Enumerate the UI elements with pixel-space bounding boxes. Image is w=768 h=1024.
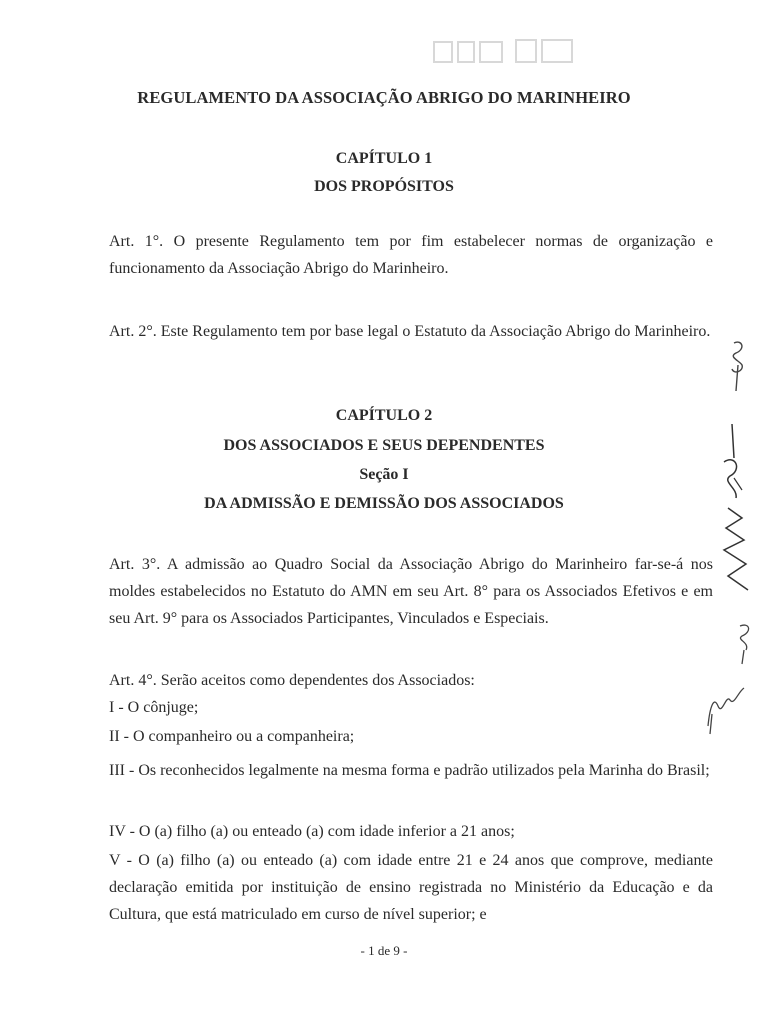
document-title: REGULAMENTO DA ASSOCIAÇÃO ABRIGO DO MARINHEIRO — [137, 88, 631, 107]
chapter-2-subtitle: DOS ASSOCIADOS E SEUS DEPENDENTES — [223, 437, 545, 454]
chapter-1-label: CAPÍTULO 1 — [335, 150, 433, 167]
list-item: I - O cônjuge; — [109, 699, 199, 716]
section-title: DA ADMISSÃO E DEMISSÃO DOS ASSOCIADOS — [204, 495, 564, 512]
article-3: Art. 3°. A admissão ao Quadro Social da Associação Abrigo do Marinheiro far-se-á nos moldes estabelecidos no Estatuto do AMN em seu Art. 8° para os Associados Efetivos e em seu Art. 9° para os Associados Participantes, Vinculados e Especiais. — [109, 556, 713, 627]
page-number: - 1 de 9 - — [360, 943, 408, 958]
margin-initial-mark — [730, 618, 760, 668]
section-label: Seção I — [359, 466, 409, 483]
list-item: V - O (a) filho (a) ou enteado (a) com idade entre 21 e 24 anos que comprove, mediante declaração emitida por instituição de ensino registrada no Ministério da Educação e da Cultura, que está matriculado em curso de nível superior; e — [109, 852, 713, 923]
article-4-intro: Art. 4°. Serão aceitos como dependentes dos Associados: — [109, 672, 475, 689]
margin-signature-mark — [712, 418, 760, 598]
stamp-mark — [430, 36, 580, 70]
list-item: II - O companheiro ou a companheira; — [109, 728, 355, 745]
margin-initial-mark — [700, 676, 750, 736]
list-item: III - Os reconhecidos legalmente na mesma forma e padrão utilizados pela Marinha do Brasil; — [109, 762, 710, 779]
article-2: Art. 2°. Este Regulamento tem por base legal o Estatuto da Associação Abrigo do Marinheiro. — [109, 323, 711, 340]
chapter-2-label: CAPÍTULO 2 — [335, 407, 433, 424]
chapter-1-subtitle: DOS PROPÓSITOS — [314, 178, 454, 195]
article-1: Art. 1°. O presente Regulamento tem por fim estabelecer normas de organização e funcionamento da Associação Abrigo do Marinheiro. — [109, 233, 713, 277]
margin-initial-mark — [720, 335, 760, 395]
list-item: IV - O (a) filho (a) ou enteado (a) com idade inferior a 21 anos; — [109, 823, 515, 840]
